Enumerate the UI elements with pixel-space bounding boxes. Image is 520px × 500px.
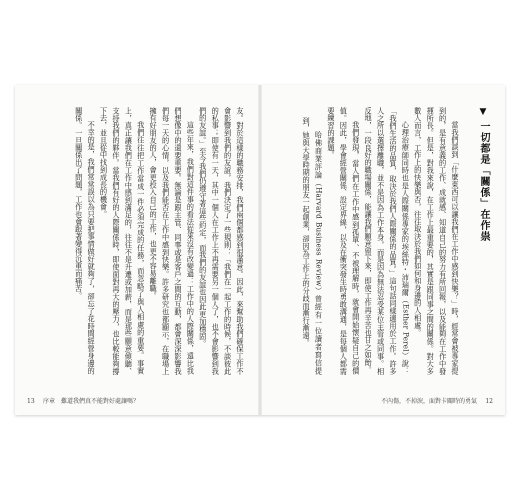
paragraph: 這些年來，我們對這件事的看法從來沒有改變過：工作中的人際關係，遠比我們想像中的還要重要。無論是跟主管、同事或是客戶之間的互動，都會深深影響我們每一天的心情，以及我們能否在工作中感到快樂。許多研究也都顯示，在職場上擁有好朋友的人，會更投入自己的工作，也更不容易離職。 — [149, 107, 196, 375]
paragraph: 不幸的是，我們常常誤以為只要把事情做好就夠了，卻忘了花時間經營身邊的關係。一旦關係出了問題，工作也會跟著變得沉重而痛苦。 — [74, 107, 97, 375]
right-page-body — [281, 107, 461, 375]
right-page — [260, 85, 505, 415]
paragraph: 當我們談到「什麼東西可以讓我們在工作中感到快樂？」時，經常會被專家提到的，是有意義的工作、成就感、知道自己的努力有所回報，以及能夠在工作中發揮所長。但是，對我來說，在工作上最重要的，其實是跟同事之間的關係。對大多數人而言，工作上的快樂與否，往往取決於我們如何和身邊的人相處。 — [413, 107, 460, 375]
page-number: 13 — [27, 398, 35, 405]
page-number: 12 — [485, 398, 493, 405]
left-page — [15, 85, 260, 415]
book-spread — [15, 85, 505, 415]
running-head: 不內傷，不掉淚，面對卡關時的勇氣 — [380, 398, 477, 405]
section-heading-text: 一切都是「關係」在作祟 — [478, 121, 489, 242]
triangle-bullet-icon: ▼ — [478, 107, 488, 118]
left-page-body — [30, 107, 246, 375]
paragraph: 我們往往把工作當成一件必須完成的任務，而忽略了與人相處的重要。事實上，真正讓我們在工作中感到滿足的，往往不是升遷或加薪，而是那些願意傾聽、支持我們的夥伴。當我們有好的人際關係時，即使面對再大的壓力，也比較能夠撐下去，並且從中找到成長的機會。 — [99, 107, 146, 375]
paragraph: 心理治療師同時也是人際關係專家的埃絲特・沛瑞爾（Esther Perel）說：「我們生活的品質，取決於我們人際關係的品質。」這句話同樣適用於工作。許多人之所以選擇離職，並不是因為工作本身，而是因為無法忍受某位主管或同事。相反地，一段良好的職場關係，能讓我們願意留下來，即使工作再辛苦也甘之如飴。 — [364, 107, 411, 375]
paragraph: 我們發現，當人們在工作中感到孤單、不被理解時，就會開始懷疑自己的價值。因此，學會經營關係、設定界線，以及在衝突發生時勇敢溝通，是每個人都需要練習的課題。 — [326, 107, 361, 375]
quote-paragraph: 哈佛商業評論（Harvard Business Review）曾經有一位讀者寫信提到，她與大學時期的朋友一起創業，卻因為工作上的分歧而漸行漸遠。 — [302, 117, 324, 375]
paragraph: 友。對於這樣的職務安排，我們兩個都感到很滿意。因此，來幫助我們確保工作不會影響到我們的友誼，我們決定了一些規則：「我們在一起工作的時候，不談彼此的私事；即使有一天，其中一個人在工作上不再需要另一個人了，也不會影響到我們的友誼。」至今我們仍遵守著這些約定，而我們的友誼也因此更加穩固。 — [198, 107, 245, 375]
running-head: 序章 難道我們真不能對好處讓嗎？ — [43, 398, 140, 405]
section-heading — [476, 107, 491, 242]
